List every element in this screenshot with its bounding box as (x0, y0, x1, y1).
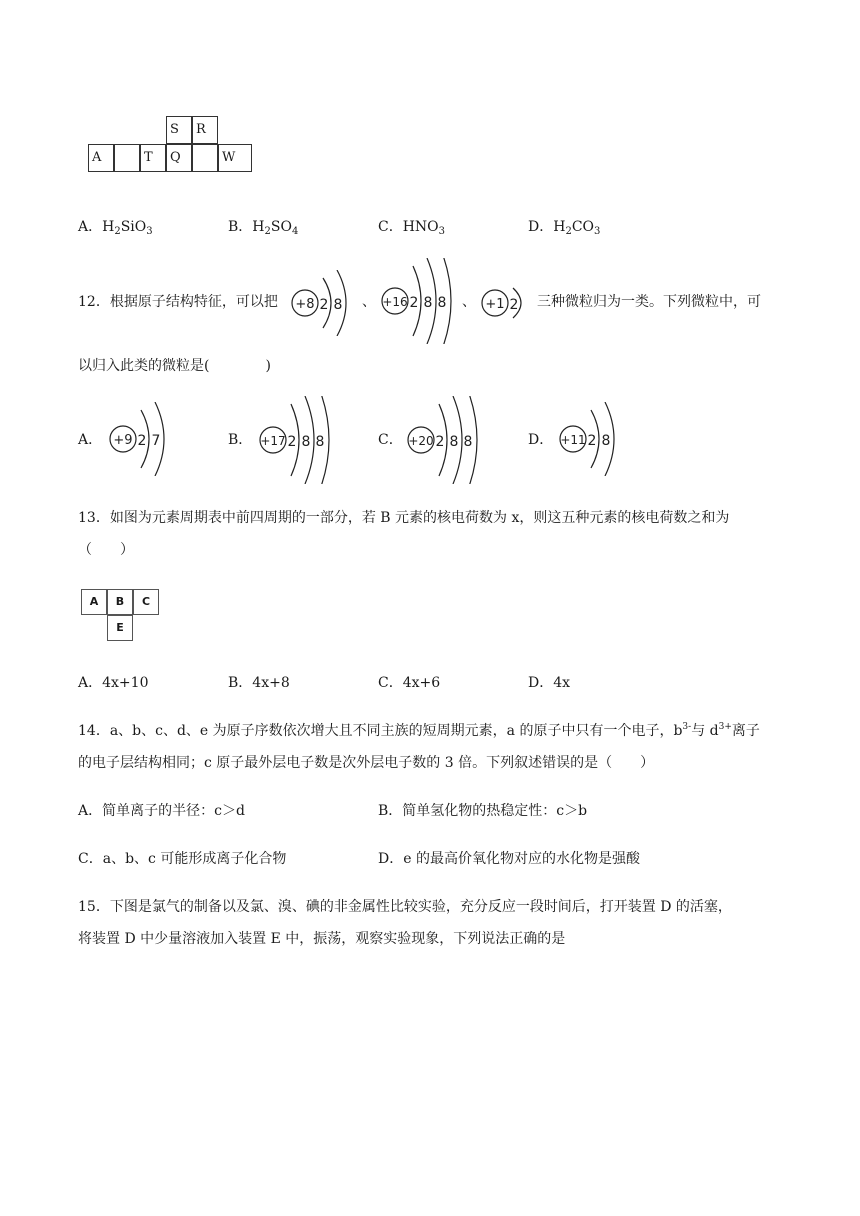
shell-electron-count: 2 (287, 434, 297, 450)
q14-stem-line1: 14．a、b、c、d、e 为原子序数依次增大且不同主族的短周期元素，a 的原子中只有一个电子，$b^{3-}$与 $d^{3+}$离子 (78, 722, 760, 739)
nucleus-charge-label: +9 (113, 433, 133, 448)
q13-option-a[interactable]: A．4x+10 (78, 675, 149, 691)
q11-cell-a: A (88, 144, 114, 172)
shell-electron-count: 2 (435, 434, 445, 450)
shell-electron-count: 8 (437, 295, 447, 311)
q14-option-a[interactable]: A．简单离子的半径：c＞d (78, 803, 245, 819)
q12-option-a-atom[interactable] (108, 402, 176, 476)
q12-option-b-label[interactable]: B． (228, 432, 253, 448)
q12-stem-intro: 12．根据原子结构特征，可以把 (78, 294, 278, 310)
q11-option-b[interactable]: B．$H_2SO_4$ (228, 219, 299, 237)
q12-stem-atom-2 (380, 258, 462, 344)
q11-periodic-table (88, 116, 252, 174)
q11-cell-empty2 (192, 144, 218, 172)
q13-option-b[interactable]: B．4x+8 (228, 675, 290, 691)
shell-electron-count: 2 (509, 297, 519, 313)
q11-cell-t: T (140, 144, 166, 172)
nucleus-charge-label: +1 (485, 297, 505, 312)
q13-option-c[interactable]: C．4x+6 (378, 675, 441, 691)
q14-stem-line2: 的电子层结构相同；c 原子最外层电子数是次外层电子数的 3 倍。下列叙述错误的是（ ） (78, 755, 655, 771)
q12-stem-sep2: 、 (462, 294, 476, 310)
shell-electron-count: 2 (409, 295, 419, 311)
q12-stem-atom-3 (480, 280, 530, 326)
q11-cell-w: W (218, 144, 252, 172)
shell-electron-count: 8 (315, 434, 325, 450)
nucleus-charge-label: +8 (295, 297, 315, 312)
q14-option-d[interactable]: D．e 的最高价氧化物对应的水化物是强酸 (378, 851, 640, 867)
q12-stem-line2: 以归入此类的微粒是( ) (78, 358, 271, 374)
q15-stem-line1: 15．下图是氯气的制备以及氯、溴、碘的非金属性比较实验，充分反应一段时间后，打开装置 D 的活塞， (78, 899, 732, 915)
q11-option-a[interactable]: A．$H_2SiO_3$ (78, 219, 153, 237)
q11-cell-s: S (166, 116, 192, 144)
nucleus-charge-label: +17 (260, 434, 286, 448)
q11-option-c[interactable]: C．$HNO_3$ (378, 219, 446, 237)
q12-option-b-atom[interactable] (258, 396, 342, 484)
q12-option-d-label[interactable]: D． (528, 432, 554, 448)
shell-electron-count: 8 (463, 434, 473, 450)
shell-electron-count: 8 (301, 434, 311, 450)
q13-option-d[interactable]: D．4x (528, 675, 571, 691)
q12-stem-tail: 三种微粒归为一类。下列微粒中，可 (537, 294, 761, 310)
nucleus-charge-label: +20 (408, 434, 434, 448)
q13-cell-c: C (133, 589, 159, 615)
shell-electron-count: 2 (319, 297, 329, 313)
q13-periodic-table (81, 589, 161, 641)
q11-cell-q: Q (166, 144, 192, 172)
q12-stem-sep1: 、 (362, 294, 376, 310)
nucleus-charge-label: +11 (560, 433, 586, 447)
q12-option-d-atom[interactable] (558, 402, 628, 476)
shell-electron-count: 8 (423, 295, 433, 311)
shell-electron-count: 8 (333, 297, 343, 313)
q11-cell-empty1 (114, 144, 140, 172)
q12-stem-atom-1 (290, 270, 362, 336)
q11-option-d[interactable]: D．$H_2CO_3$ (528, 219, 601, 237)
shell-electron-count: 2 (137, 433, 147, 449)
q12-option-c-label[interactable]: C． (378, 432, 403, 448)
q15-stem-line2: 将装置 D 中少量溶液加入装置 E 中，振荡，观察实验现象，下列说法正确的是 (78, 931, 566, 947)
q13-cell-e: E (107, 615, 133, 641)
shell-electron-count: 2 (587, 433, 597, 449)
shell-electron-count: 8 (449, 434, 459, 450)
q12-option-c-atom[interactable] (406, 396, 490, 484)
q11-cell-r: R (192, 116, 218, 144)
nucleus-charge-label: +16 (382, 295, 408, 309)
q12-option-a-label[interactable]: A． (78, 432, 103, 448)
q13-stem-line2: （ ） (78, 542, 134, 558)
q14-option-b[interactable]: B．简单氢化物的热稳定性：c＞b (378, 803, 588, 819)
shell-electron-count: 7 (151, 433, 161, 449)
q13-cell-b: B (107, 589, 133, 615)
q13-stem-line1: 13．如图为元素周期表中前四周期的一部分，若 B 元素的核电荷数为 x，则这五种元素的核电荷数之和为 (78, 510, 730, 526)
q13-cell-a: A (81, 589, 107, 615)
shell-electron-count: 8 (601, 433, 611, 449)
q14-option-c[interactable]: C．a、b、c 可能形成离子化合物 (78, 851, 287, 867)
